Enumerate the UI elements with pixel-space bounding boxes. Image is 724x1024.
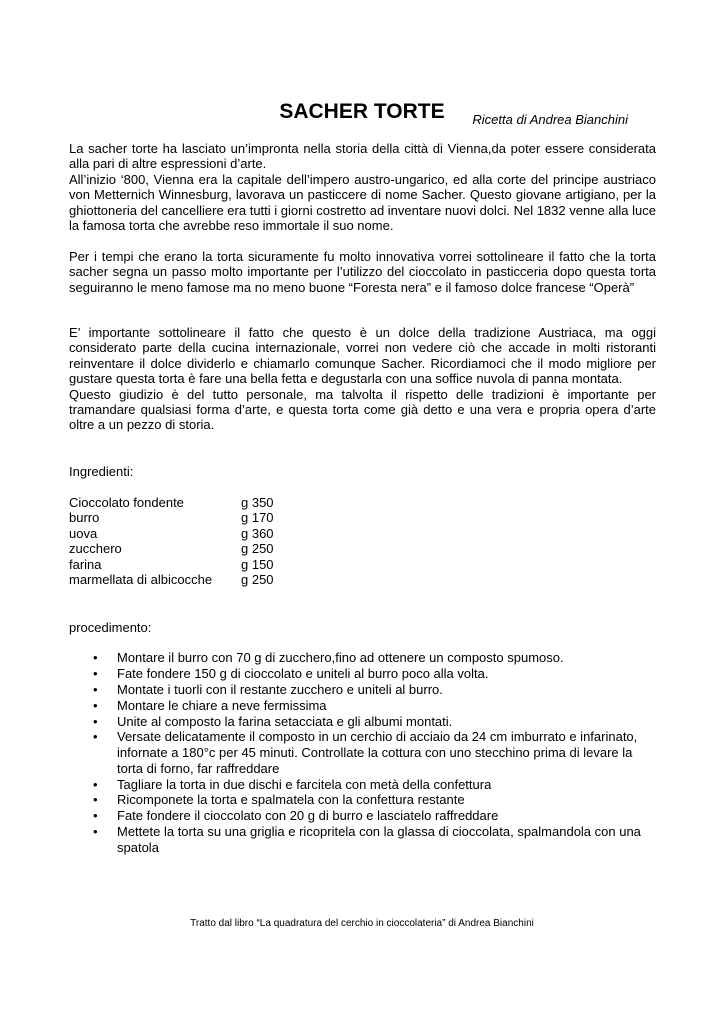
procedure-step [69, 792, 659, 808]
step-text: Fate fondere il cioccolato con 20 g di burro e lasciatelo raffreddare [117, 808, 499, 824]
procedure-step [69, 682, 659, 698]
procedure-steps-list [69, 650, 659, 856]
page-title: SACHER TORTE [279, 100, 445, 124]
ingredient-quantity: g 170 [241, 510, 274, 526]
ingredient-quantity: g 150 [241, 556, 274, 572]
ingredient-name: zucchero [69, 541, 122, 557]
bullet-icon: • [93, 713, 98, 729]
ingredient-row [69, 510, 274, 525]
ingredient-row [69, 526, 274, 541]
bullet-icon: • [93, 665, 98, 681]
ingredient-name: farina [69, 556, 102, 572]
paragraph-line: Per i tempi che erano la torta sicuramente fu molto innovativa vorrei sottolineare il fatto che la torta sacher segna un passo molto importante per l’utilizzo del cioccolato in pasticceria dopo questa torta seguiranno le meno famose ma no meno buone “Foresta nera” e il famoso dolce francese “Operà” [69, 249, 656, 295]
ingredient-quantity: g 250 [241, 571, 274, 587]
paragraph-line: All’inizio ‘800, Vienna era la capitale dell’impero austro-ungarico, ed alla corte del principe austriaco von Metternich Winnesburg, lavorava un pasticcere di nome Sacher. Questo giovane artigiano, per la ghiottoneria del cancelliere era tutti i giorni costretto ad inventare nuovi dolci. Nel 1832 venne alla luce la famosa torta che avrebbe reso immortale il suo nome. [69, 171, 656, 234]
step-text: Unite al composto la farina setacciata e gli albumi montati. [117, 713, 453, 729]
procedure-step [69, 698, 659, 714]
step-text: Ricomponete la torta e spalmatela con la confettura restante [117, 792, 465, 808]
ingredient-row [69, 495, 274, 510]
step-text: Montare le chiare a neve fermissima [117, 697, 327, 713]
ingredient-name: marmellata di albicocche [69, 571, 213, 587]
recipe-byline: Ricetta di Andrea Bianchini [472, 112, 628, 127]
procedure-step [69, 650, 659, 666]
bullet-icon: • [93, 729, 98, 745]
procedure-step [69, 729, 659, 776]
procedure-step [69, 666, 659, 682]
paragraph-line: La sacher torte ha lasciato un’impronta nella storia della città di Vienna,da poter essere considerata alla pari di altre espressioni d’arte. [69, 141, 656, 172]
bullet-icon: • [93, 697, 98, 713]
paragraph-tradition [69, 325, 656, 433]
ingredient-quantity: g 360 [241, 525, 274, 541]
step-text: Mettete la torta su una griglia e ricopritela con la glassa di cioccolata, spalmandola con una spatola [117, 824, 641, 855]
bullet-icon: • [93, 808, 98, 824]
procedure-step [69, 824, 659, 855]
ingredient-name: uova [69, 525, 98, 541]
ingredient-row [69, 557, 274, 572]
ingredient-quantity: g 350 [241, 495, 274, 510]
ingredient-row [69, 572, 274, 587]
bullet-icon: • [93, 776, 98, 792]
step-text: Versate delicatamente il composto in un cerchio di acciaio da 24 cm imburrato e infarinato, infornate a 180°c per 45 minuti. Controllate la cottura con uno stecchino prima di levare la torta di forno, far raffreddare [117, 729, 638, 776]
paragraph-history [69, 141, 656, 233]
paragraph-line: E’ importante sottolineare il fatto che questo è un dolce della tradizione Austriaca, ma oggi considerato parte della cucina internazionale, vorrei non vedere ciò che accade in molti ristoranti reinventare il dolce dividerlo e chiamarlo comunque Sacher. Ricordiamoci che il modo migliore per gustare questa torta è fare una bella fetta e degustarla con una soffice nuvola di panna montata. [69, 325, 656, 387]
ingredient-name: Cioccolato fondente [69, 495, 184, 510]
procedure-step [69, 808, 659, 824]
ingredient-name: burro [69, 510, 100, 526]
step-text: Montare il burro con 70 g di zucchero,fino ad ottenere un composto spumoso. [117, 650, 564, 665]
step-text: Fate fondere 150 g di cioccolato e uniteli al burro poco alla volta. [117, 665, 489, 681]
ingredient-row [69, 541, 274, 556]
step-text: Tagliare la torta in due dischi e farcitela con metà della confettura [117, 776, 492, 792]
bullet-icon: • [93, 792, 98, 808]
paragraph-line: Questo giudizio è del tutto personale, ma talvolta il rispetto delle tradizioni è importante per tramandare qualsiasi forma d’arte, e questa torta come già detto e una vera e propria opera d’arte oltre a un pezzo di storia. [69, 386, 656, 433]
bullet-icon: • [93, 824, 98, 840]
ingredients-list [69, 495, 274, 587]
bullet-icon: • [93, 650, 98, 665]
page-footer: Tratto dal libro “La quadratura del cerchio in cioccolateria” di Andrea Bianchini [190, 918, 534, 929]
ingredient-quantity: g 250 [241, 541, 274, 557]
paragraph-innovation [69, 249, 656, 295]
procedure-heading: procedimento: [69, 620, 152, 635]
procedure-step [69, 777, 659, 793]
bullet-icon: • [93, 681, 98, 697]
step-text: Montate i tuorli con il restante zucchero e uniteli al burro. [117, 681, 443, 697]
ingredients-heading: Ingredienti: [69, 464, 134, 479]
procedure-step [69, 714, 659, 730]
